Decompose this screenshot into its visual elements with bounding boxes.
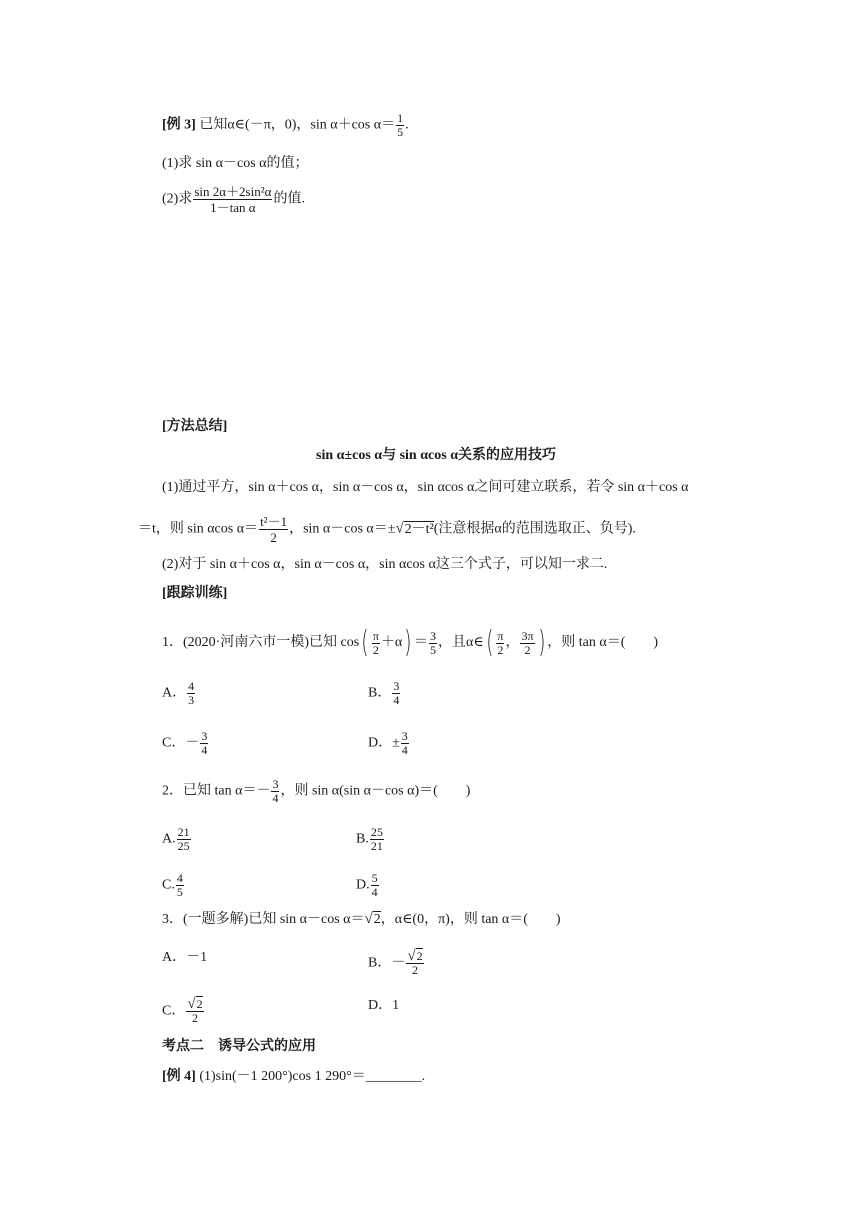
section2-heading: 考点二 诱导公式的应用	[162, 1039, 316, 1054]
q3-option-d: D．1	[368, 998, 400, 1013]
q1-inner-fraction: $\frac{\pi}{2}$	[372, 628, 379, 657]
q1-option-c: C．－ $\frac{3}{4}$	[162, 729, 208, 757]
q2-option-b: B. $\frac{25}{21}$	[356, 825, 383, 853]
example4: [例 4] (1)sin(－1 200°)cos 1 290°＝________.	[162, 1069, 426, 1084]
example3-part2: (2)求 $\frac{\text{sin 2α＋2sin²α}}{\text{1－tan α}}$ 的值.	[162, 184, 305, 215]
q2-option-a: A. $\frac{21}{25}$	[162, 825, 190, 853]
practice-heading: [跟踪训练]	[162, 586, 228, 601]
q1-option-b: B． $\frac{3}{4}$	[368, 679, 400, 707]
q1-stem: 1．(2020·河南六市一模)已知 cos( $\frac{\pi}{2}$ ＋α) ＝ $\frac{3}{5}$ ，且α∈( $\frac{\pi}{2}$ ， $\frac{3\pi}{2}$ ) ，则 tan α＝( )	[162, 625, 659, 660]
q3-stem: 3．(一题多解)已知 sin α－cos α＝√2，α∈(0，π)，则 tan α＝( )	[162, 911, 561, 927]
method-p1-line1: (1)通过平方，sin α＋cos α，sin α－cos α，sin αcos α之间可建立联系，若令 sin α＋cos α	[162, 480, 689, 495]
method-p1-line2: ＝t，则 sin αcos α＝ $\frac{\text{t²－1}}{2}$ ，sin α－cos α＝±√2－t²(注意根据α的范围选取正、负号).	[138, 514, 636, 545]
example3-part1: (1)求 sin α－cos α的值；	[162, 156, 309, 171]
example3-tag: [例 3]	[162, 117, 196, 133]
method-title: sin α±cos α与 sin αcos α关系的应用技巧	[316, 448, 557, 463]
q3-option-b: B．－ $\frac{√2}{2}$	[368, 948, 423, 977]
method-p2: (2)对于 sin α＋cos α，sin α－cos α，sin αcos α这三个式子，可以知一求二.	[162, 557, 608, 572]
q1-option-d: D．± $\frac{3}{4}$	[368, 729, 408, 757]
q2-option-c: C. $\frac{4}{5}$	[162, 871, 183, 899]
q1-interval-start: $\frac{\pi}{2}$	[497, 628, 504, 657]
method-sqrt: 2－t²	[404, 521, 434, 537]
q1-value-fraction: $\frac{3}{5}$	[430, 628, 436, 657]
example3-lead: 已知α∈(－π，0)，sin α＋cos α＝	[199, 117, 396, 133]
example3-part2-fraction: $\frac{\text{sin 2α＋2sin²α}}{\text{1－tan α}}$	[194, 184, 272, 215]
method-fraction: $\frac{\text{t²－1}}{2}$	[260, 514, 288, 545]
example3-statement: [例 3] 已知α∈(－π，0)，sin α＋cos α＝ $\frac{1}{5}$ .	[162, 111, 409, 139]
q2-option-d: D. $\frac{5}{4}$	[356, 871, 378, 899]
q3-option-c: C． $\frac{√2}{2}$	[162, 996, 203, 1025]
method-heading: [方法总结]	[162, 419, 228, 434]
q1-interval-end: $\frac{3\pi}{2}$	[521, 628, 534, 657]
q3-option-a: A．－1	[162, 950, 208, 965]
q2-stem: 2．已知 tan α＝－ $\frac{3}{4}$ ，则 sin α(sin α－cos α)＝( )	[162, 777, 471, 805]
fraction-one-fifth: $\frac{1}{5}$	[397, 111, 404, 139]
q1-option-a: A． $\frac{4}{3}$	[162, 679, 195, 707]
